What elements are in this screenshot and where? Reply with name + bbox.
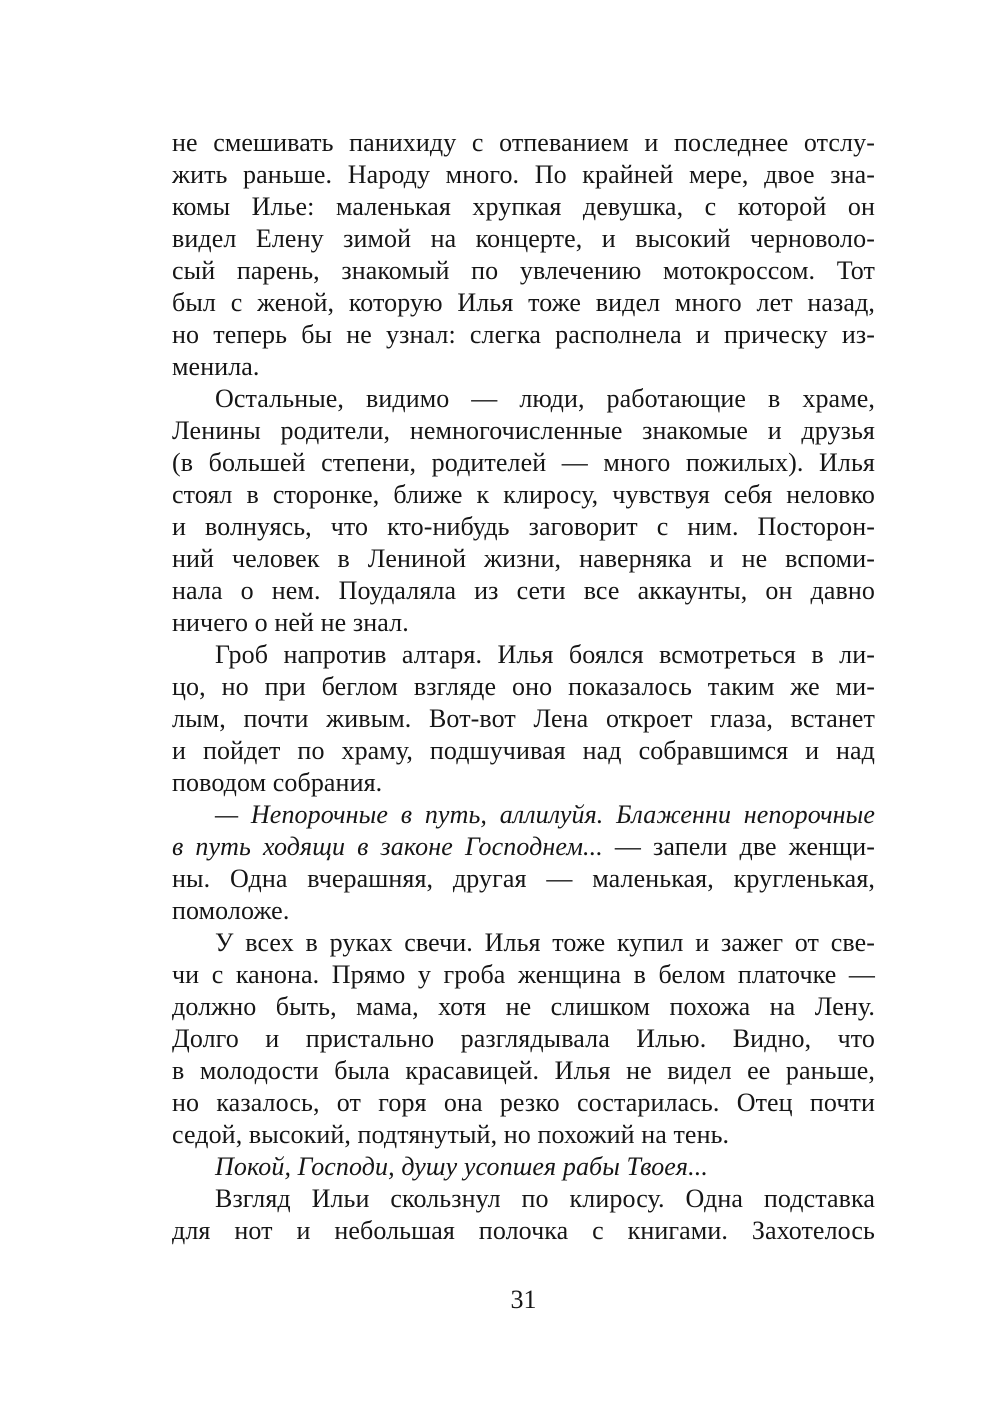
italic-text-segment: в путь ходящи в законе Господнем... xyxy=(172,832,615,861)
text-line xyxy=(172,959,875,991)
text-line xyxy=(172,831,875,863)
text-line xyxy=(172,287,875,319)
text-segment: (в большей степени, родителей — много пожилых). Илья xyxy=(172,448,875,477)
text-line xyxy=(172,479,875,511)
text-line xyxy=(172,927,875,959)
text-line xyxy=(172,191,875,223)
text-segment: жить раньше. Народу много. По крайней мере, двое зна- xyxy=(172,160,875,189)
text-segment: ний человек в Лениной жизни, наверняка и не вспоми- xyxy=(172,544,875,573)
text-line xyxy=(172,223,875,255)
text-line xyxy=(172,991,875,1023)
text-line xyxy=(172,1183,875,1215)
text-segment: цо, но при беглом взгляде оно показалось таким же ми- xyxy=(172,672,875,701)
text-line xyxy=(172,447,875,479)
text-line xyxy=(172,799,875,831)
text-segment: седой, высокий, подтянутый, но похожий на тень. xyxy=(172,1120,730,1149)
paragraph xyxy=(172,383,875,639)
text-segment: для нот и небольшая полочка с книгами. Захотелось xyxy=(172,1216,875,1245)
text-segment: стоял в сторонке, ближе к клиросу, чувствуя себя неловко xyxy=(172,480,875,509)
text-line xyxy=(172,703,875,735)
text-segment: Ленины родители, немногочисленные знакомые и друзья xyxy=(172,416,875,445)
text-line xyxy=(172,735,875,767)
text-segment: менила. xyxy=(172,352,260,381)
paragraph xyxy=(172,639,875,799)
text-segment: в молодости была красавицей. Илья не видел ее раньше, xyxy=(172,1056,875,1085)
text-line xyxy=(172,1119,875,1151)
text-line xyxy=(172,671,875,703)
text-line xyxy=(172,351,875,383)
text-line xyxy=(172,895,875,927)
text-segment: не смешивать панихиду с отпеванием и последнее отслу- xyxy=(172,128,875,157)
text-segment: но казалось, от горя она резко состарилась. Отец почти xyxy=(172,1088,875,1117)
text-line xyxy=(172,767,875,799)
text-segment: сый парень, знакомый по увлечению мотокроссом. Тот xyxy=(172,256,875,285)
text-segment: видел Елену зимой на концерте, и высокий черноволо- xyxy=(172,224,875,253)
text-line xyxy=(172,863,875,895)
text-segment: Остальные, видимо — люди, работающие в храме, xyxy=(215,384,875,413)
page-number: 31 xyxy=(510,1285,537,1314)
text-segment: комы Илье: маленькая хрупкая девушка, с которой он xyxy=(172,192,875,221)
text-line xyxy=(172,639,875,671)
text-line xyxy=(172,1023,875,1055)
text-segment: У всех в руках свечи. Илья тоже купил и зажег от све- xyxy=(215,928,875,957)
text-line xyxy=(172,1151,875,1183)
text-segment: поводом собрания. xyxy=(172,768,383,797)
text-line xyxy=(172,1215,875,1247)
text-segment: лым, почти живым. Вот-вот Лена откроет глаза, встанет xyxy=(172,704,875,733)
text-line xyxy=(172,415,875,447)
text-segment: — запели две женщи- xyxy=(614,832,875,861)
text-line xyxy=(172,127,875,159)
paragraph xyxy=(172,127,875,383)
text-line xyxy=(172,319,875,351)
paragraph xyxy=(172,927,875,1151)
paragraph xyxy=(172,799,875,927)
text-line xyxy=(172,159,875,191)
paragraph xyxy=(172,1151,875,1183)
text-line xyxy=(172,1087,875,1119)
text-segment: но теперь бы не узнал: слегка располнела и прическу из- xyxy=(172,320,875,349)
text-line xyxy=(172,511,875,543)
text-segment: был с женой, которую Илья тоже видел много лет назад, xyxy=(172,288,875,317)
text-segment: Гроб напротив алтаря. Илья боялся всмотреться в ли- xyxy=(215,640,875,669)
text-block xyxy=(172,127,875,1247)
text-segment: Взгляд Ильи скользнул по клиросу. Одна подставка xyxy=(215,1184,875,1213)
text-segment: должно быть, мама, хотя не слишком похожа на Лену. xyxy=(172,992,875,1021)
text-segment: чи с канона. Прямо у гроба женщина в белом платочке — xyxy=(172,960,875,989)
text-segment: и пойдет по храму, подшучивая над собравшимся и над xyxy=(172,736,875,765)
italic-text-segment: Покой, Господи, душу усопшея рабы Твоея... xyxy=(215,1152,708,1181)
text-line xyxy=(172,255,875,287)
text-line xyxy=(172,607,875,639)
paragraph xyxy=(172,1183,875,1247)
text-segment: Долго и пристально разглядывала Илью. Видно, что xyxy=(172,1024,875,1053)
text-segment: нала о нем. Поудаляла из сети все аккаунты, он давно xyxy=(172,576,875,605)
italic-text-segment: — Непорочные в путь, аллилуйя. Блаженни непорочные xyxy=(215,800,875,829)
text-segment: и волнуясь, что кто-нибудь заговорит с ним. Посторон- xyxy=(172,512,875,541)
text-line xyxy=(172,1055,875,1087)
text-line xyxy=(172,383,875,415)
text-segment: ны. Одна вчерашняя, другая — маленькая, кругленькая, xyxy=(172,864,875,893)
text-segment: помоложе. xyxy=(172,896,290,925)
text-segment: ничего о ней не знал. xyxy=(172,608,409,637)
text-line xyxy=(172,575,875,607)
text-line xyxy=(172,543,875,575)
